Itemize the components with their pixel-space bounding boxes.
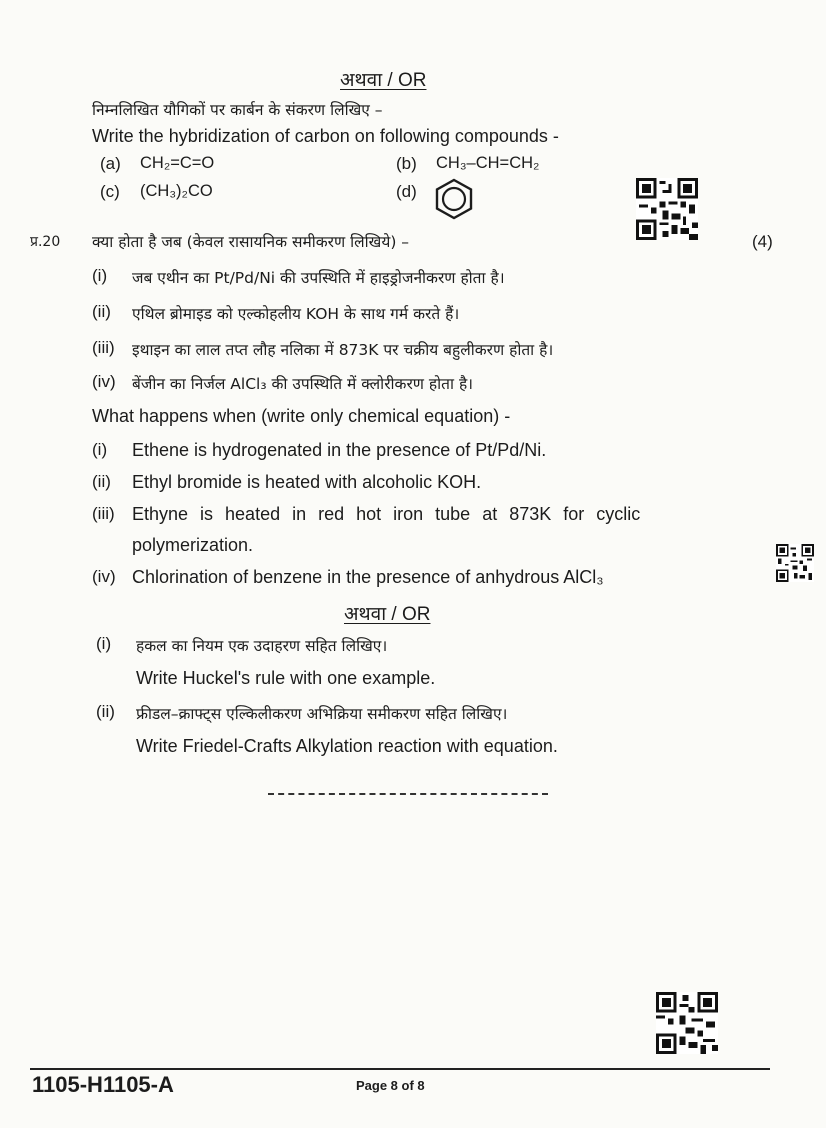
end-divider xyxy=(268,793,548,795)
question-marks: (4) xyxy=(752,232,773,251)
option-a-compound: CH₂=C=O xyxy=(140,154,215,172)
option-c-compound: (CH₃)₂CO xyxy=(140,182,213,200)
question-heading-english: What happens when (write only chemical equation) - xyxy=(92,406,511,426)
item-hi-iii-text: इथाइन का लाल तप्त लौह नलिका में 873K पर चक्रीय बहुलीकरण होता है। xyxy=(132,341,554,359)
or-item-i-label: (i) xyxy=(96,634,112,653)
or-item-ii-label: (ii) xyxy=(96,702,115,721)
or-item-ii-hindi: फ्रीडल–क्राफ्ट्स एल्किलीकरण अभिक्रिया समीकरण सहित लिखिए। xyxy=(136,705,508,723)
question-heading-hindi: क्या होता है जब (केवल रासायनिक समीकरण लिखिये) – xyxy=(92,233,410,251)
page-number: Page 8 of 8 xyxy=(356,1078,425,1093)
item-hi-ii-label: (ii) xyxy=(92,302,111,321)
item-en-iv-text: Chlorination of benzene in the presence of anhydrous AlCl₃ xyxy=(132,567,604,587)
or-heading: अथवा / OR xyxy=(340,70,427,91)
qr-code-icon xyxy=(776,544,814,582)
item-hi-iv-text: बेंजीन का निर्जल AlCl₃ की उपस्थिति में क्लोरीकरण होता है। xyxy=(132,375,474,393)
item-hi-iii-label: (iii) xyxy=(92,338,115,357)
qr-code-icon xyxy=(656,992,718,1054)
hybrid-instruction-english: Write the hybridization of carbon on following compounds - xyxy=(92,126,559,146)
item-en-iii-continuation: polymerization. xyxy=(132,535,254,555)
item-en-iii-text: Ethyne is heated in red hot iron tube at 873K for cyclic xyxy=(132,504,641,524)
hybrid-instruction-hindi: निम्नलिखित यौगिकों पर कार्बन के संकरण लिखिए – xyxy=(92,101,383,119)
item-hi-iv-label: (iv) xyxy=(92,372,116,391)
paper-code: 1105-H1105-A xyxy=(32,1072,174,1097)
benzene-ring-icon xyxy=(434,177,474,225)
item-en-iv-label: (iv) xyxy=(92,567,116,586)
option-d-label: (d) xyxy=(396,182,417,201)
item-en-iii-label: (iii) xyxy=(92,504,115,523)
or-item-ii-english: Write Friedel-Crafts Alkylation reaction with equation. xyxy=(136,736,558,756)
or-item-i-hindi: हकल का नियम एक उदाहरण सहित लिखिए। xyxy=(136,637,388,655)
item-hi-i-label: (i) xyxy=(92,266,108,285)
item-en-ii-label: (ii) xyxy=(92,472,111,491)
item-en-i-text: Ethene is hydrogenated in the presence of Pt/Pd/Ni. xyxy=(132,440,547,460)
question-number: प्र.20 xyxy=(30,234,61,250)
option-a-label: (a) xyxy=(100,154,121,173)
or-item-i-english: Write Huckel's rule with one example. xyxy=(136,668,436,688)
item-hi-i-text: जब एथीन का Pt/Pd/Ni की उपस्थिति में हाइड्रोजनीकरण होता है। xyxy=(132,269,505,287)
item-en-i-label: (i) xyxy=(92,440,108,459)
item-en-ii-text: Ethyl bromide is heated with alcoholic KOH. xyxy=(132,472,482,492)
qr-code-icon xyxy=(636,178,698,240)
option-b-compound: CH₃–CH=CH₂ xyxy=(436,154,540,172)
option-b-label: (b) xyxy=(396,154,417,173)
item-hi-ii-text: एथिल ब्रोमाइड को एल्कोहलीय KOH के साथ गर्म करते हैं। xyxy=(132,305,460,323)
or-heading: अथवा / OR xyxy=(344,604,431,625)
footer-rule xyxy=(30,1068,770,1070)
option-c-label: (c) xyxy=(100,182,120,201)
